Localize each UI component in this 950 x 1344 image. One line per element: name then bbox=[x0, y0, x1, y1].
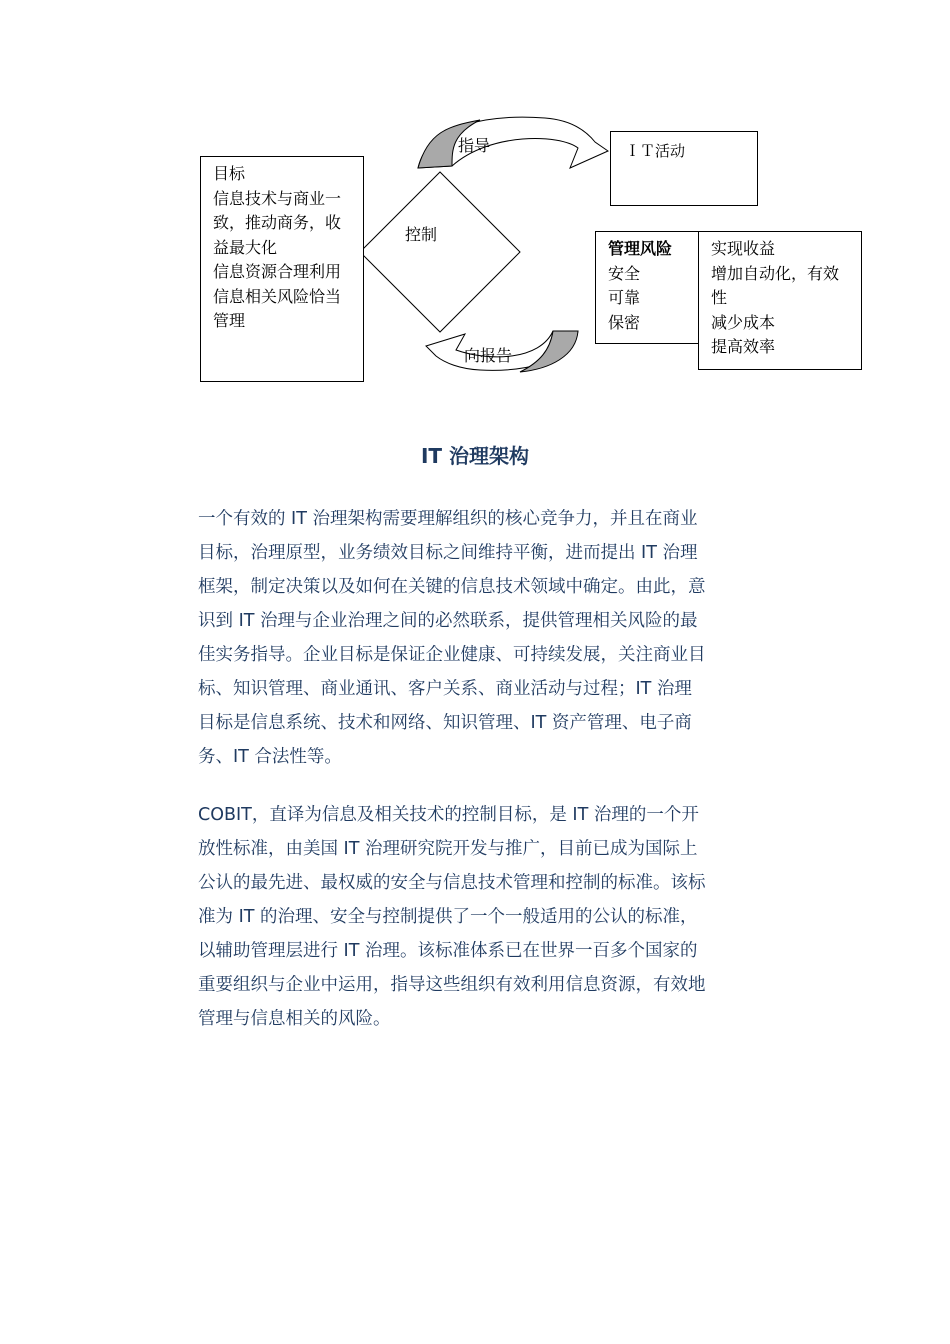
benefit-heading: 实现收益 bbox=[711, 239, 776, 258]
paragraph-line: 识到 IT 治理与企业治理之间的必然联系，提供管理相关风险的最 bbox=[198, 611, 698, 631]
paragraph-line: 佳实务指导。企业目标是保证企业健康、可持续发展，关注商业目 bbox=[198, 645, 706, 665]
paragraph-line: 目标，治理原型，业务绩效目标之间维持平衡，进而提出 IT 治理 bbox=[198, 543, 698, 563]
it-activity-box bbox=[610, 131, 758, 206]
risk-heading: 管理风险 bbox=[608, 239, 673, 258]
report-label: 向报告 bbox=[464, 346, 513, 365]
goals-line: 益最大化 bbox=[213, 237, 278, 257]
it-governance-diagram bbox=[190, 110, 870, 400]
paragraph-line: 以辅助管理层进行 IT 治理。该标准体系已在世界一百多个国家的 bbox=[198, 941, 698, 961]
risk-management-box bbox=[595, 231, 699, 344]
goals-line: 致，推动商务，收 bbox=[213, 213, 342, 232]
risk-line: 安全 bbox=[608, 263, 641, 283]
paragraph-line: 准为 IT 的治理、安全与控制提供了一个一般适用的公认的标准， bbox=[198, 907, 698, 927]
risk-line: 可靠 bbox=[608, 288, 641, 307]
goals-heading: 目标 bbox=[213, 164, 246, 183]
goals-line: 管理 bbox=[213, 311, 246, 330]
paragraph-line: 放性标准，由美国 IT 治理研究院开发与推广，目前已成为国际上 bbox=[198, 839, 698, 859]
benefit-line: 增加自动化，有效 bbox=[711, 263, 840, 283]
goals-box bbox=[200, 156, 364, 382]
benefit-box bbox=[698, 231, 862, 370]
paragraph-line: 重要组织与企业中运用，指导这些组织有效利用信息资源，有效地 bbox=[198, 975, 706, 995]
paragraph-line: 标、知识管理、商业通讯、客户关系、商业活动与过程；IT 治理 bbox=[198, 679, 692, 699]
paragraph-line: 一个有效的 IT 治理架构需要理解组织的核心竞争力，并且在商业 bbox=[198, 509, 698, 529]
control-diamond bbox=[360, 172, 520, 332]
control-label: 控制 bbox=[405, 225, 438, 244]
benefit-line: 减少成本 bbox=[711, 312, 776, 332]
section-title: IT 治理架构 bbox=[420, 444, 530, 468]
paragraph-line: 管理与信息相关的风险。 bbox=[198, 1009, 391, 1029]
paragraph-it-governance bbox=[198, 502, 758, 774]
paragraph-line: 目标是信息系统、技术和网络、知识管理、IT 资产管理、电子商 bbox=[198, 713, 692, 733]
goals-line: 信息资源合理利用 bbox=[213, 262, 342, 281]
goals-line: 信息技术与商业一 bbox=[213, 188, 342, 208]
paragraph-cobit bbox=[198, 798, 758, 1036]
paragraph-line: 务、IT 合法性等。 bbox=[198, 747, 342, 767]
it-activity-label: ＩＴ活动 bbox=[625, 142, 686, 160]
risk-line: 保密 bbox=[608, 312, 641, 332]
paragraph-line: 公认的最先进、最权威的安全与信息技术管理和控制的标准。该标 bbox=[198, 873, 706, 893]
guide-label: 指导 bbox=[458, 136, 491, 155]
paragraph-line: 框架，制定决策以及如何在关键的信息技术领域中确定。由此，意 bbox=[198, 577, 706, 597]
goals-line: 信息相关风险恰当 bbox=[213, 286, 342, 306]
paragraph-line: COBIT，直译为信息及相关技术的控制目标，是 IT 治理的一个开 bbox=[198, 805, 699, 825]
benefit-line: 提高效率 bbox=[711, 337, 776, 356]
benefit-line: 性 bbox=[711, 288, 728, 307]
